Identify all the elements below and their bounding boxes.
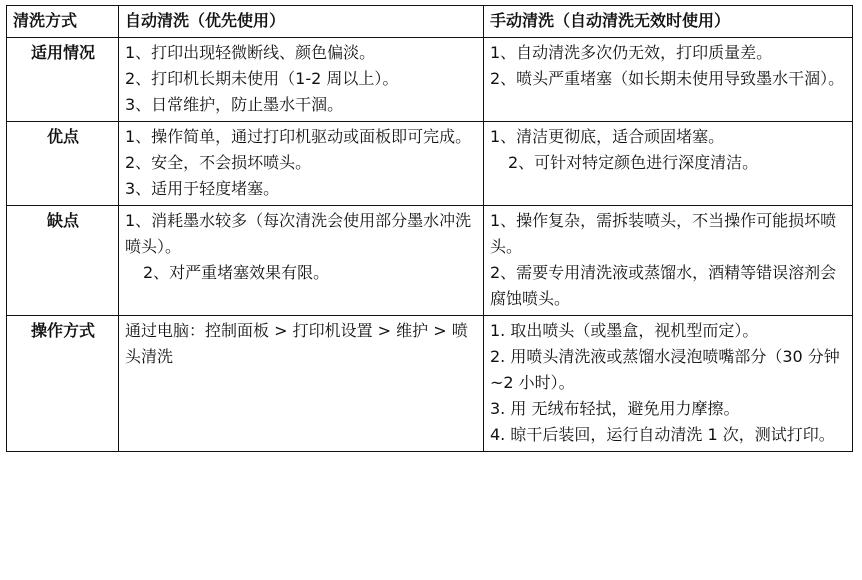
list-item: 1、打印出现轻微断线、颜色偏淡。 <box>125 43 376 62</box>
table-row <box>7 316 853 452</box>
list-item: 4. 晾干后装回，运行自动清洗 1 次，测试打印。 <box>490 425 835 444</box>
row-label-applicable: 适用情况 <box>7 38 119 122</box>
list-item: 1、自动清洗多次仍无效，打印质量差。 <box>490 43 773 62</box>
header-manual: 手动清洗（自动清洗无效时使用） <box>484 6 853 38</box>
header-method: 清洗方式 <box>7 6 119 38</box>
cell-auto-applicable <box>119 38 484 122</box>
table-row <box>7 206 853 316</box>
row-label-operation: 操作方式 <box>7 316 119 452</box>
list-item: 3. 用 无绒布轻拭，避免用力摩擦。 <box>490 399 740 418</box>
list-item: 2、喷头严重堵塞（如长期未使用导致墨水干涸）。 <box>490 69 845 88</box>
comparison-table <box>6 5 853 452</box>
list-item: 通过电脑：控制面板 > 打印机设置 > 维护 > 喷头清洗 <box>125 321 468 366</box>
cell-manual-operation <box>484 316 853 452</box>
list-item: 2、对严重堵塞效果有限。 <box>143 263 330 282</box>
list-item: 1、清洁更彻底，适合顽固堵塞。 <box>490 127 725 146</box>
cell-auto-advantages <box>119 122 484 206</box>
list-item: 2. 用喷头清洗液或蒸馏水浸泡喷嘴部分（30 分钟~2 小时）。 <box>490 347 840 392</box>
cell-auto-operation <box>119 316 484 452</box>
table-row <box>7 38 853 122</box>
header-auto: 自动清洗（优先使用） <box>119 6 484 38</box>
list-item: 1. 取出喷头（或墨盒，视机型而定）。 <box>490 321 759 340</box>
row-label-disadvantages: 缺点 <box>7 206 119 316</box>
list-item: 1、操作简单，通过打印机驱动或面板即可完成。 <box>125 127 472 146</box>
list-item: 2、打印机长期未使用（1-2 周以上）。 <box>125 69 399 88</box>
cell-manual-disadvantages <box>484 206 853 316</box>
cell-manual-applicable <box>484 38 853 122</box>
list-item: 3、日常维护，防止墨水干涸。 <box>125 95 344 114</box>
list-item: 1、消耗墨水较多（每次清洗会使用部分墨水冲洗喷头）。 <box>125 211 472 256</box>
list-item: 2、可针对特定颜色进行深度清洁。 <box>508 153 759 172</box>
list-item: 2、需要专用清洗液或蒸馏水，酒精等错误溶剂会腐蚀喷头。 <box>490 263 837 308</box>
list-item: 3、适用于轻度堵塞。 <box>125 179 280 198</box>
header-row <box>7 6 853 38</box>
table-row <box>7 122 853 206</box>
row-label-advantages: 优点 <box>7 122 119 206</box>
cell-manual-advantages <box>484 122 853 206</box>
list-item: 1、操作复杂，需拆装喷头，不当操作可能损坏喷头。 <box>490 211 837 256</box>
cell-auto-disadvantages <box>119 206 484 316</box>
list-item: 2、安全，不会损坏喷头。 <box>125 153 312 172</box>
